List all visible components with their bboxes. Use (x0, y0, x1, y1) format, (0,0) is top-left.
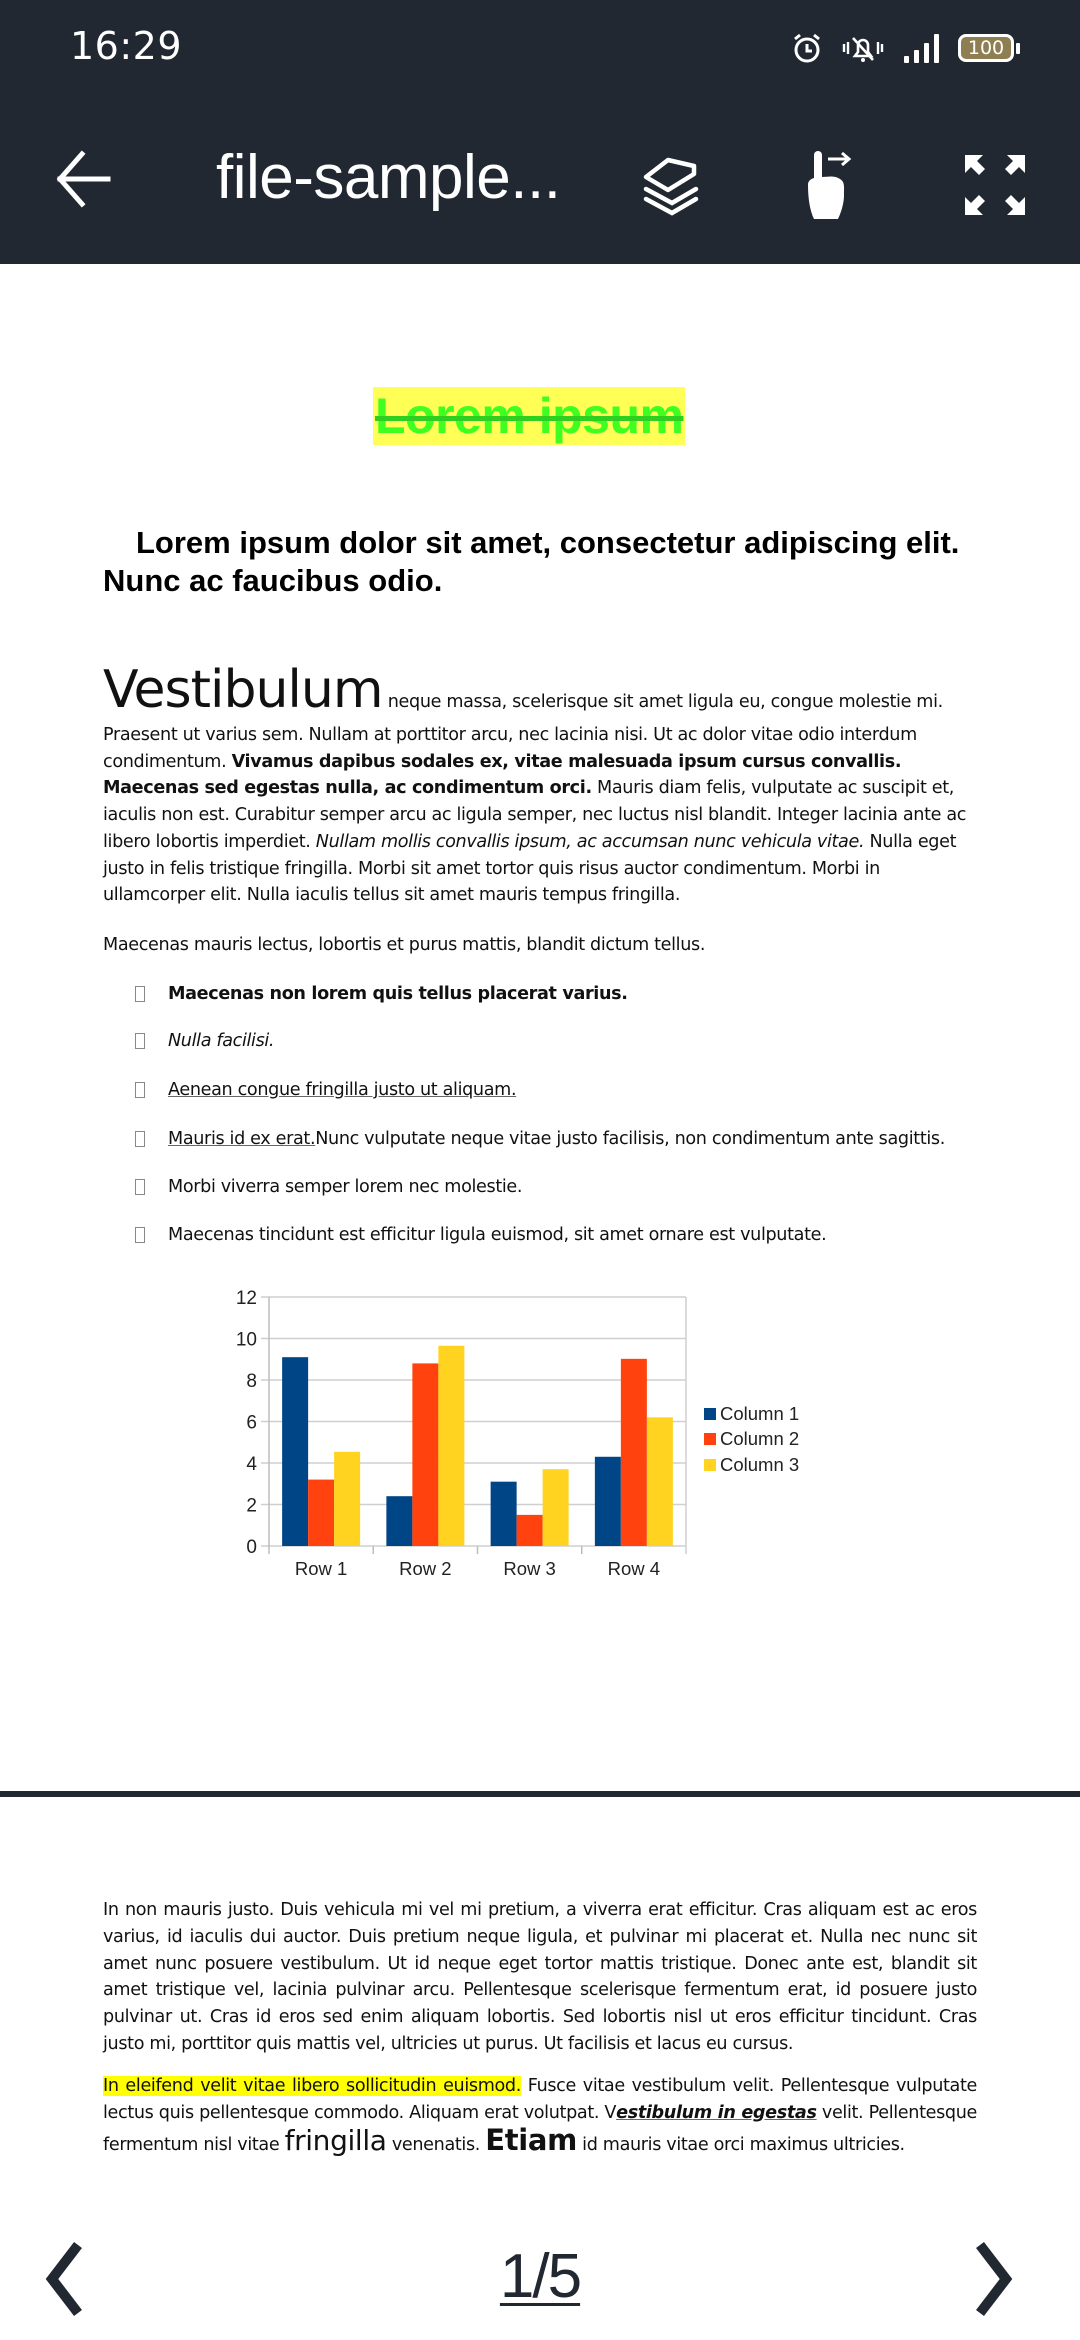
svg-text:6: 6 (246, 1412, 257, 1434)
legend-label: Column 2 (720, 1428, 800, 1450)
page-indicator[interactable]: 1/5 (499, 2242, 581, 2311)
italic-text: Nullam mollis convallis ipsum, ac accumsan nunc vehicula vitae. (315, 831, 865, 852)
status-icons (790, 28, 1014, 68)
highlighted-text: In eleifend velit vitae libero sollicitudin euismod. (103, 2076, 521, 2096)
paragraph-in-eleifend: In eleifend velit vitae libero sollicitudin euismod. Fusce vitae vestibulum velit. Pellentesque vulputate lectus quis pellentesque commodo. Aliquam erat volutpat. Vestibulum in egestas velit. Pellentesque fermentum nisl vitae fringilla venenatis. Etiam id mauris vitae orci maximus ultricies. (103, 2076, 978, 2157)
chart-plot (220, 1269, 700, 1589)
expand-arrows-icon (963, 153, 1027, 217)
large-word: Vestibulum (103, 660, 383, 720)
arrow-left-icon (50, 148, 120, 210)
legend-swatch (704, 1408, 716, 1420)
document-page-1 (0, 264, 1080, 1791)
list-item: Mauris id ex erat. Nunc vulputate neque vitae justo facilisis, non condimentum ante sagittis. (103, 1124, 945, 1154)
battery-level: 100 (967, 37, 1005, 59)
app-header (0, 0, 1080, 264)
legend-item (704, 1452, 799, 1478)
alarm-icon (790, 31, 824, 65)
layers-button[interactable] (627, 140, 717, 230)
list-item: Nulla facilisi. (103, 1026, 274, 1056)
doc-subtitle: Lorem ipsum dolor sit amet, consectetur adipiscing elit. Nunc ac faucibus odio. (103, 525, 960, 598)
svg-text:Row 1: Row 1 (294, 1558, 348, 1579)
battery-icon (958, 34, 1014, 62)
svg-text:Row 4: Row 4 (607, 1558, 661, 1579)
bullet-icon (135, 1227, 145, 1243)
chevron-right-icon (970, 2233, 1030, 2323)
vibrate-muted-bell-icon (840, 30, 886, 66)
bullet-icon (135, 1082, 145, 1098)
svg-text:12: 12 (235, 1288, 257, 1309)
page-navigation (0, 2197, 1080, 2340)
back-button[interactable] (50, 148, 120, 210)
bullet-icon (135, 1033, 145, 1049)
bold-italic-underline-text: estibulum in egestas (616, 2102, 817, 2123)
swipe-mode-button[interactable] (785, 140, 875, 230)
list-item: Aenean congue fringilla justo ut aliquam. (103, 1075, 516, 1105)
list-item: Maecenas non lorem quis tellus placerat varius. (103, 979, 628, 1009)
bullet-icon (135, 986, 145, 1002)
bar-chart (220, 1269, 840, 1589)
svg-text:Row 3: Row 3 (503, 1558, 556, 1579)
paragraph-in-non-mauris: In non mauris justo. Duis vehicula mi vel mi pretium, a viverra erat efficitur. Cras aliquam est ac eros varius, id iaculis dui auctor. Duis pretium neque ligula, et pulvinar mi placerat et. Nulla nec nunc sit amet nunc posuere vestibulum. Ut id neque eget tortor mattis tristique. Donec ante est, blandit sit amet tristique vel, lacinia pulvinar arcu. Pellentesque scelerisque fermentum erat, id posuere justo pulvinar ut. Cras id eros sed enim aliquam lobortis. Sed lobortis nisl ut eros efficitur tincidunt. Cras justo mi, porttitor quis mattis vel, ultricies ut purus. Ut facilisis et lacus eu cursus. (103, 1900, 977, 2054)
doc-title: Lorem ipsum (375, 388, 684, 444)
legend-item (704, 1401, 799, 1427)
list-item: Morbi viverra semper lorem nec molestie. (103, 1172, 522, 1202)
bullet-icon (135, 1131, 145, 1147)
legend-swatch (704, 1459, 716, 1471)
fullscreen-button[interactable] (950, 140, 1040, 230)
svg-text:0: 0 (246, 1537, 257, 1558)
document-title: file-sample... (216, 143, 561, 212)
bullet-icon (135, 1179, 145, 1195)
status-time: 16:29 (70, 24, 183, 68)
paragraph-maecenas: Maecenas mauris lectus, lobortis et purus mattis, blandit dictum tellus. (103, 935, 706, 955)
signal-icon (902, 32, 942, 64)
svg-text:10: 10 (235, 1329, 257, 1351)
next-page-button[interactable] (970, 2233, 1050, 2333)
svg-text:4: 4 (246, 1454, 257, 1475)
svg-text:2: 2 (246, 1495, 257, 1517)
chart-legend (704, 1401, 799, 1478)
svg-text:Row 2: Row 2 (399, 1558, 452, 1579)
layers-icon (636, 153, 708, 217)
svg-text:8: 8 (246, 1371, 257, 1392)
legend-item (704, 1427, 799, 1453)
legend-label: Column 3 (720, 1453, 800, 1475)
bold-text: Vivamus dapibus sodales ex, vitae malesuada ipsum cursus convallis. Maecenas sed egestas nulla, ac condimentum orci. (103, 751, 902, 799)
hand-swipe-icon (800, 149, 860, 221)
document-page-2 (0, 1797, 1080, 2197)
list-item: Maecenas tincidunt est efficitur ligula euismod, sit amet ornare est vulputate. (103, 1220, 826, 1250)
legend-swatch (704, 1433, 716, 1445)
paragraph-vestibulum: Vestibulum neque massa, scelerisque sit amet ligula eu, congue molestie mi. Praesent ut varius sem. Nullam at porttitor arcu, nec lacinia nisi. Ut ac dolor vitae odio interdum condimentum. Vivamus dapibus sodales ex, vitae malesuada ipsum cursus convallis. Maecenas sed egestas nulla, ac condimentum orci. Mauris diam felis, vulputate ac suscipit et, iaculis non est. Curabitur semper arcu ac ligula semper, nec luctus nisl blandit. Integer lacinia ante ac libero lobortis imperdiet. Nullam mollis convallis ipsum, ac accumsan nunc vehicula vitae. Nulla eget justo in felis tristique fringilla. Morbi sit amet tortor quis risus auctor condimentum. Morbi in ullamcorper elit. Nulla iaculis tellus sit amet mauris tempus fringilla. (103, 660, 967, 906)
legend-label: Column 1 (720, 1402, 800, 1424)
